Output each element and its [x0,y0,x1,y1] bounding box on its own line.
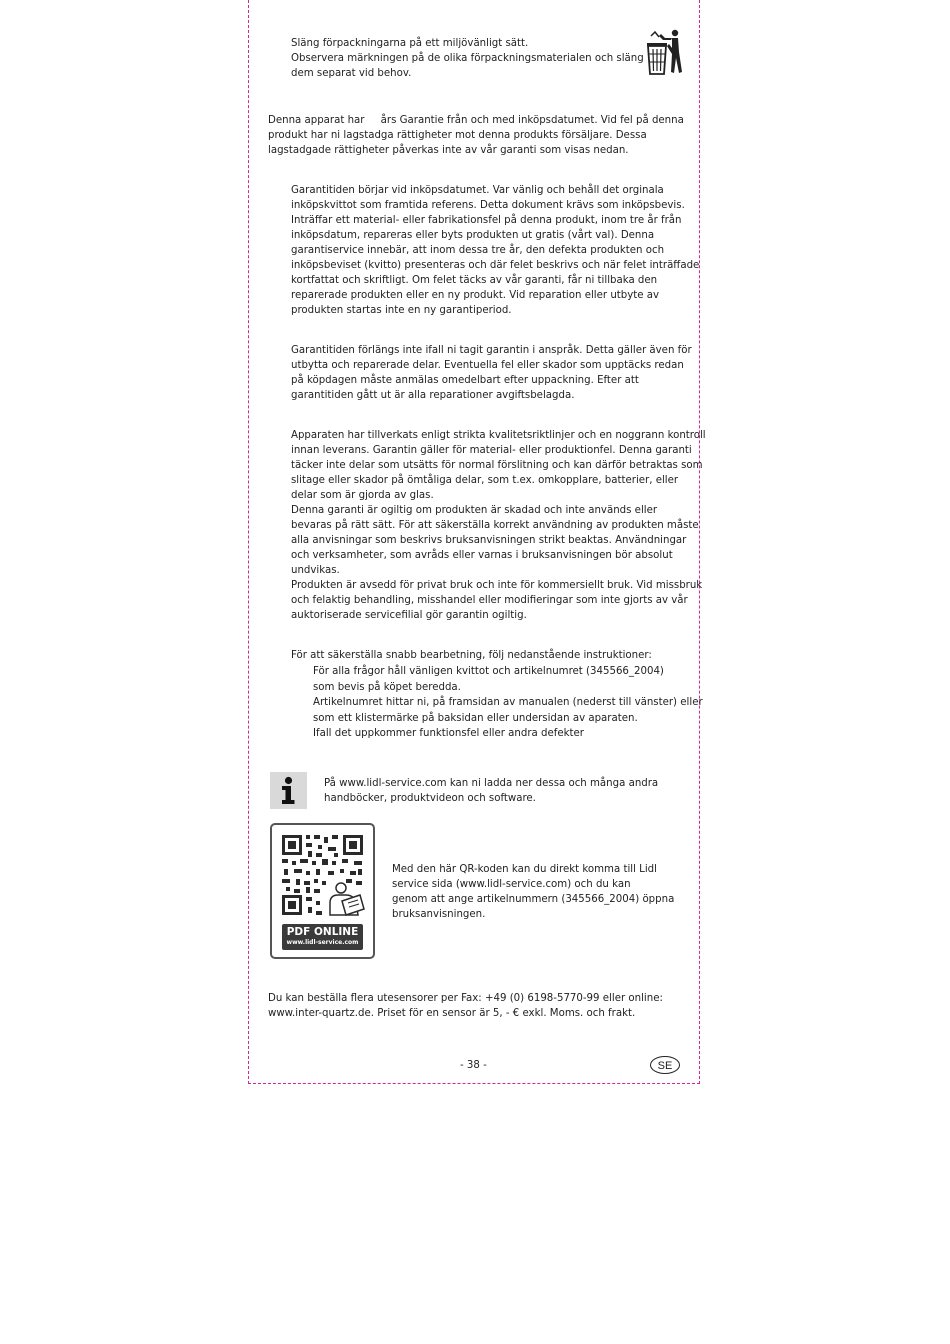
paragraph-line: reparerade produkten eller en ny produkt. Vid reparation eller utbyte av [291,290,660,301]
paragraph-line: och verksamheter, som avråds eller varnas i bruksanvisningen bör absolut [291,550,673,561]
warranty-intro [268,113,684,158]
pdf-online-badge [282,924,363,950]
order-line-1: Du kan beställa flera utesensorer per Fax: +49 (0) 6198-5770-99 eller online: [268,993,663,1004]
qr-line-3: genom att ange artikelnummern (345566_2004) öppna [392,894,675,905]
disposal-text [291,36,644,81]
paragraph-line: Inträffar ett material- eller fabrikationsfel på denna produkt, inom tre år från [291,215,682,226]
paragraph-line: produkten startas inte en ny garantiperiod. [291,305,512,316]
paragraph-line: garantiservice innebär, att inom dessa tre år, den defekta produkten och [291,245,665,256]
qr-line-2: service sida (www.lidl-service.com) och du kan [392,879,631,890]
paragraph-line: Produkten är avsedd för privat bruk och inte för kommersiellt bruk. Vid missbruk [291,580,703,591]
disposal-line-2: Observera märkningen på de olika förpackningsmaterialen och släng [291,53,644,64]
pdf-online-url: www.lidl-service.com [286,939,359,946]
paragraph-line: och felaktig behandling, misshandel eller modifieringar som inte gjorts av vår [291,595,688,606]
paragraph-line: Garantitiden börjar vid inköpsdatumet. Var vänlig och behåll det orginala [291,185,664,196]
order-line-2: www.inter-quartz.de. Priset för en sensor är 5, - € exkl. Moms. och frakt. [268,1008,636,1019]
waste-bin-person-icon [645,28,685,76]
warranty-intro-line-1: Denna apparat har års Garantie från och med inköpsdatumet. Vid fel på denna [268,115,684,126]
warranty-paragraph-1 [291,183,699,318]
paragraph-line: kortfattat och skriftligt. Om felet täcks av vår garanti, får ni tillbaka den [291,275,658,286]
instruction-line: som ett klistermärke på baksidan eller undersidan av aparaten. [313,712,638,724]
instruction-line: Ifall det uppkommer funktionsfel eller andra defekter [313,728,584,739]
paragraph-line: inköpskvittot som framtida referens. Detta dokument krävs som inköpsbevis. [291,200,685,211]
paragraph-line: alla anvisningar som beskrivs bruksanvisningen strikt beaktas. Användningar [291,535,687,546]
warranty-paragraph-3 [291,428,706,623]
info-text [324,776,658,806]
paragraph-line: auktoriserade servicefilial gör garantin ogiltig. [291,610,527,621]
instructions-list [313,664,703,742]
paragraph-line: slitage eller skador på ömtåliga delar, som t.ex. omkopplare, batterier, eller [291,475,679,486]
paragraph-line: täcker inte delar som utsätts för normal förslitning och kan därför betraktas som [291,460,703,471]
disposal-line-3: dem separat vid behov. [291,68,412,79]
paragraph-line: bevaras på rätt sätt. För att säkerställa korrekt användning av produkten måste [291,520,699,531]
paragraph-line: undvikas. [291,565,340,576]
paragraph-line: utbytta och reparerade delar. Eventuella fel eller skador som upptäcks redan [291,360,684,371]
paragraph-line: Apparaten har tillverkats enligt strikta kvalitetsriktlinjer och en noggrann kontroll [291,430,706,441]
instruction-line: som bevis på köpet beredda. [313,681,461,693]
warranty-intro-line-2: produkt har ni lagstadga rättigheter mot denna produkts försäljare. Dessa [268,130,647,141]
info-line-1: På www.lidl-service.com kan ni ladda ner dessa och många andra [324,778,659,789]
pdf-online-title: PDF ONLINE [286,926,359,938]
warranty-paragraph-2 [291,343,692,403]
paragraph-line: innan leverans. Garantin gäller för material- eller produktionfel. Denna garanti [291,445,692,456]
qr-code-icon [270,823,375,959]
paragraph-line: inköpsdatum, repareras eller byts produkten ut gratis (vårt val). Denna [291,230,655,241]
qr-line-1: Med den här QR-koden kan du direkt komma till Lidl [392,864,657,875]
paragraph-line: inköpsbeviset (kvitto) presenteras och där felet beskrivs och när felet inträffade [291,260,700,271]
info-icon [270,772,307,809]
instruction-line: Artikelnumret hittar ni, på framsidan av manualen (nederst till vänster) eller [313,697,703,708]
page-number: - 38 - [460,1060,487,1071]
order-text [268,991,663,1021]
paragraph-line: Garantitiden förlängs inte ifall ni tagit garantin i anspråk. Detta gäller även för [291,345,692,356]
qr-line-4: bruksanvisningen. [392,909,486,920]
paragraph-line: delar som är gjorda av glas. [291,490,434,501]
paragraph-line: Denna garanti är ogiltig om produkten är skadad och inte används eller [291,505,658,516]
instruction-line: För alla frågor håll vänligen kvittot och artikelnumret (345566_2004) [313,666,664,677]
info-line-2: handböcker, produktvideon och software. [324,793,536,804]
paragraph-line: garantitiden gått ut är alla reparationer avgiftsbelagda. [291,390,575,401]
disposal-line-1: Släng förpackningarna på ett miljövänligt sätt. [291,38,529,49]
country-code-badge: SE [650,1056,680,1074]
qr-text [392,862,674,922]
paragraph-line: på köpdagen måste anmälas omedelbart efter uppackning. Efter att [291,375,639,386]
warranty-intro-line-3: lagstadgade rättigheter påverkas inte av vår garanti som visas nedan. [268,145,629,156]
instructions-intro: För att säkerställa snabb bearbetning, följ nedanstående instruktioner: [291,650,652,661]
